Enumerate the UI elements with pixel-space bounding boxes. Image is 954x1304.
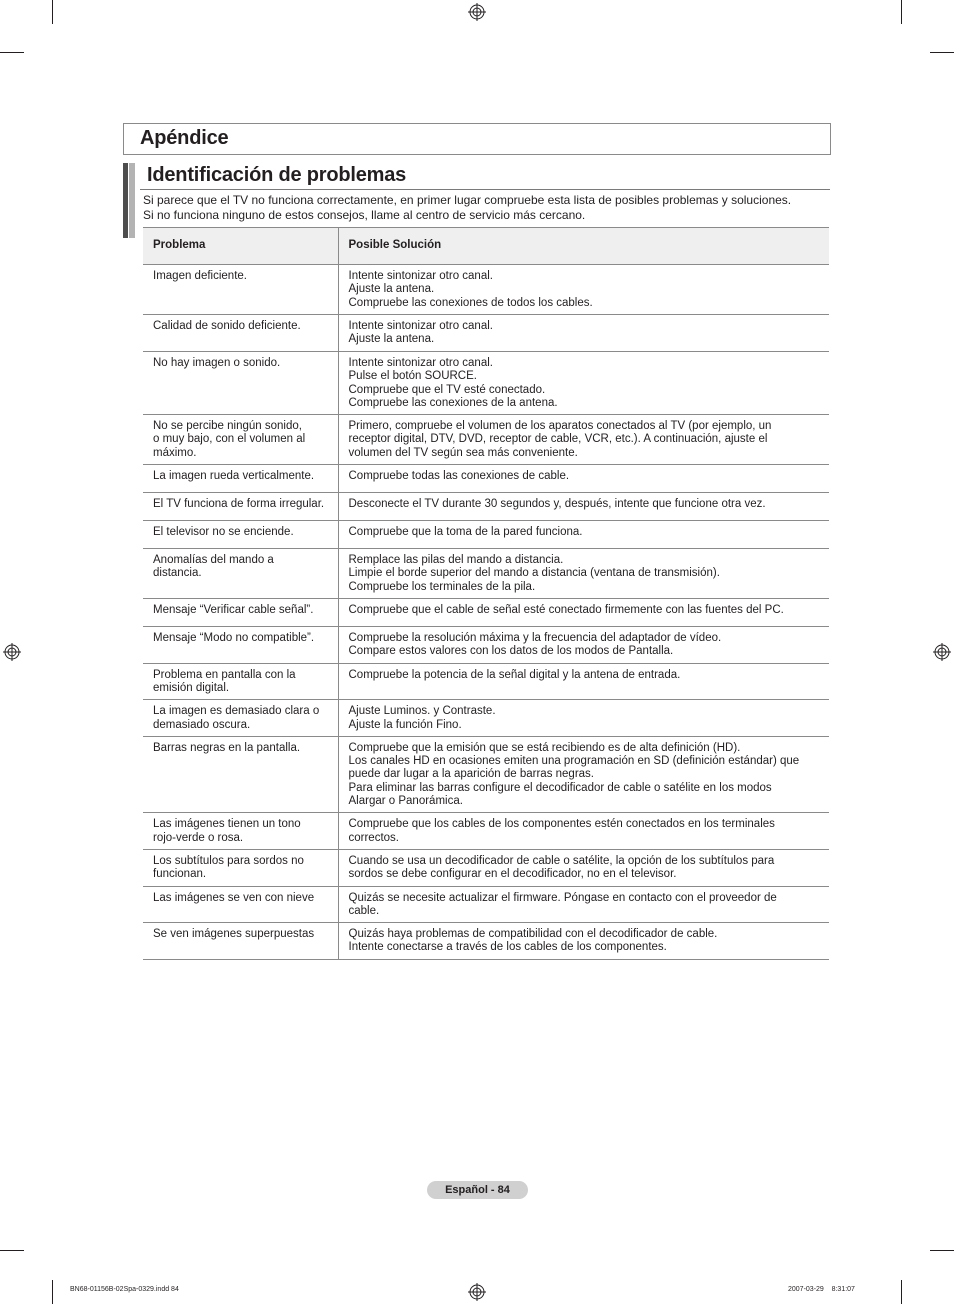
solution-text: Pulse el botón SOURCE. — [348, 370, 477, 383]
intro-line: Si parece que el TV no funciona correctamente, en primer lugar compruebe esta lista de posibles problemas y soluciones. — [143, 193, 792, 207]
problem-cell — [143, 265, 338, 315]
solution-text: Compruebe la resolución máxima y la frecuencia del adaptador de vídeo. — [348, 632, 722, 645]
crop-mark — [930, 1250, 954, 1251]
column-header-solution: Posible Solución — [338, 228, 829, 265]
solution-cell — [338, 599, 829, 627]
solution-cell — [338, 849, 829, 886]
problem-cell — [143, 315, 338, 352]
table-row — [143, 493, 829, 521]
registration-mark-icon — [468, 1283, 486, 1301]
solution-cell — [338, 415, 829, 465]
solution-text: puede dar lugar a la aparición de barras negras. — [348, 768, 594, 781]
table-row — [143, 813, 829, 850]
solution-text: Compruebe la potencia de la señal digital y la antena de entrada. — [348, 668, 681, 681]
problem-text: Problema en pantalla con la — [153, 668, 296, 681]
table-row — [143, 352, 829, 415]
solution-cell — [338, 886, 829, 923]
solution-text: Ajuste la antena. — [348, 283, 435, 296]
crop-mark — [930, 52, 954, 53]
solution-cell — [338, 813, 829, 850]
solution-text: volumen del TV según sea más conveniente. — [348, 446, 578, 459]
problem-cell — [143, 627, 338, 664]
solution-text: Ajuste Luminos. y Contraste. — [348, 705, 496, 718]
solution-text: Limpie el borde superior del mando a distancia (ventana de transmisión). — [348, 567, 720, 580]
solution-text: receptor digital, DTV, DVD, receptor de cable, VCR, etc.). A continuación, ajuste el — [348, 433, 768, 446]
problem-cell — [143, 521, 338, 549]
problem-cell — [143, 549, 338, 599]
problem-text: El televisor no se enciende. — [153, 526, 294, 539]
solution-cell — [338, 627, 829, 664]
troubleshooting-table — [143, 227, 829, 960]
problem-text: No se percibe ningún sonido, — [153, 420, 302, 433]
solution-text: correctos. — [348, 831, 399, 844]
solution-text: Compruebe todas las conexiones de cable. — [348, 470, 570, 483]
solution-text: Remplace las pilas del mando a distancia. — [348, 554, 564, 567]
solution-text: Cuando se usa un decodificador de cable o satélite, la opción de los subtítulos para — [348, 854, 775, 867]
problem-text: Mensaje “Verificar cable señal”. — [153, 604, 314, 617]
table-row — [143, 627, 829, 664]
solution-text: Compruebe que el TV esté conectado. — [348, 383, 546, 396]
solution-text: Intente conectarse a través de los cables de los componentes. — [348, 941, 667, 954]
date-info: 2007-03-29 8:31:07 — [788, 1286, 855, 1293]
chapter-header — [123, 123, 831, 155]
solution-text: Compruebe que la emisión que se está recibiendo es de alta definición (HD). — [348, 741, 741, 754]
solution-text: Compruebe las conexiones de la antena. — [348, 396, 558, 409]
problem-text: La imagen es demasiado clara o — [153, 705, 320, 718]
file-info: BN68-01156B-02Spa-0329.indd 84 — [70, 1286, 179, 1293]
solution-text: Compruebe que el cable de señal esté conectado firmemente con las fuentes del PC. — [348, 604, 784, 617]
problem-text: o muy bajo, con el volumen al — [153, 433, 306, 446]
registration-mark-icon — [3, 643, 21, 661]
crop-mark — [901, 1280, 902, 1304]
problem-cell — [143, 849, 338, 886]
solution-text: Compruebe los terminales de la pila. — [348, 580, 536, 593]
problem-cell — [143, 700, 338, 737]
table-row — [143, 849, 829, 886]
crop-mark — [52, 0, 53, 24]
problem-text: Las imágenes tienen un tono — [153, 818, 301, 831]
problem-cell — [143, 465, 338, 493]
chapter-title: Apéndice — [140, 127, 229, 149]
solution-cell — [338, 663, 829, 700]
solution-text: Para eliminar las barras configure el decodificador de cable o satélite en los modos — [348, 781, 772, 794]
problem-cell — [143, 663, 338, 700]
solution-text: Intente sintonizar otro canal. — [348, 320, 493, 332]
problem-text: máximo. — [153, 446, 197, 459]
section-accent-bar-light — [129, 163, 135, 238]
problem-text: Calidad de sonido deficiente. — [153, 320, 301, 332]
problem-cell — [143, 493, 338, 521]
solution-cell — [338, 521, 829, 549]
section-accent-bar — [123, 163, 128, 238]
solution-text: Los canales HD en ocasiones emiten una programación en SD (definición estándar) que — [348, 755, 800, 768]
table-row — [143, 465, 829, 493]
section-title: Identificación de problemas — [147, 164, 407, 186]
solution-text: Compruebe que la toma de la pared funciona. — [348, 526, 583, 539]
solution-text: Ajuste la función Fino. — [348, 718, 462, 731]
table-row — [143, 923, 829, 960]
solution-cell — [338, 315, 829, 352]
problem-text: Barras negras en la pantalla. — [153, 741, 301, 754]
solution-text: Compruebe que los cables de los componentes estén conectados en los terminales — [348, 818, 775, 831]
solution-text: Desconecte el TV durante 30 segundos y, después, intente que funcione otra vez. — [348, 498, 766, 511]
problem-cell — [143, 886, 338, 923]
intro-paragraph — [143, 193, 833, 223]
problem-cell — [143, 352, 338, 415]
table-row — [143, 315, 829, 352]
intro-line: Si no funciona ninguno de estos consejos, llame al centro de servicio más cercano. — [143, 208, 586, 222]
table-row — [143, 599, 829, 627]
page-number-label: Español - 84 — [427, 1181, 528, 1199]
problem-text: Se ven imágenes superpuestas — [153, 928, 315, 941]
problem-text: El TV funciona de forma irregular. — [153, 498, 325, 511]
problem-text: La imagen rueda verticalmente. — [153, 470, 315, 483]
solution-cell — [338, 700, 829, 737]
solution-text: sordos se debe configurar en el decodificador, no en el televisor. — [348, 868, 677, 881]
table-row — [143, 886, 829, 923]
solution-cell — [338, 549, 829, 599]
solution-text: cable. — [348, 904, 380, 917]
solution-text: Quizás se necesite actualizar el firmware. Póngase en contacto con el proveedor de — [348, 891, 777, 904]
table-row — [143, 736, 829, 812]
problem-text: demasiado oscura. — [153, 718, 251, 731]
problem-text: funcionan. — [153, 868, 207, 881]
crop-mark — [0, 52, 24, 53]
problem-text: Imagen deficiente. — [153, 270, 247, 282]
table-row — [143, 265, 829, 315]
table-header-row — [143, 228, 829, 265]
problem-cell — [143, 736, 338, 812]
problem-cell — [143, 923, 338, 960]
solution-cell — [338, 736, 829, 812]
solution-text: Primero, compruebe el volumen de los aparatos conectados al TV (por ejemplo, un — [348, 420, 772, 433]
problem-text: rojo-verde o rosa. — [153, 831, 244, 844]
solution-text: Intente sintonizar otro canal. — [348, 270, 493, 282]
table-row — [143, 521, 829, 549]
crop-mark — [0, 1250, 24, 1251]
problem-cell — [143, 813, 338, 850]
solution-cell — [338, 923, 829, 960]
solution-text: Alargar o Panorámica. — [348, 795, 463, 808]
section-divider — [140, 189, 830, 190]
problem-cell — [143, 599, 338, 627]
crop-mark — [52, 1280, 53, 1304]
solution-cell — [338, 493, 829, 521]
registration-mark-icon — [933, 643, 951, 661]
problem-text: distancia. — [153, 567, 202, 580]
problem-text: Las imágenes se ven con nieve — [153, 891, 315, 904]
solution-cell — [338, 265, 829, 315]
problem-text: No hay imagen o sonido. — [153, 357, 281, 369]
table-row — [143, 700, 829, 737]
problem-text: Los subtítulos para sordos no — [153, 854, 304, 867]
column-header-problem: Problema — [143, 228, 338, 265]
table-row — [143, 415, 829, 465]
crop-mark — [901, 0, 902, 24]
solution-text: Compare estos valores con los datos de los modos de Pantalla. — [348, 645, 674, 658]
solution-cell — [338, 352, 829, 415]
problem-cell — [143, 415, 338, 465]
solution-text: Quizás haya problemas de compatibilidad con el decodificador de cable. — [348, 928, 718, 941]
solution-text: Compruebe las conexiones de todos los cables. — [348, 296, 593, 309]
table-row — [143, 549, 829, 599]
solution-cell — [338, 465, 829, 493]
problem-text: emisión digital. — [153, 681, 230, 694]
registration-mark-icon — [468, 3, 486, 21]
solution-text: Intente sintonizar otro canal. — [348, 357, 493, 369]
problem-text: Mensaje “Modo no compatible”. — [153, 632, 315, 645]
problem-text: Anomalías del mando a — [153, 554, 274, 567]
table-row — [143, 663, 829, 700]
solution-text: Ajuste la antena. — [348, 333, 435, 346]
